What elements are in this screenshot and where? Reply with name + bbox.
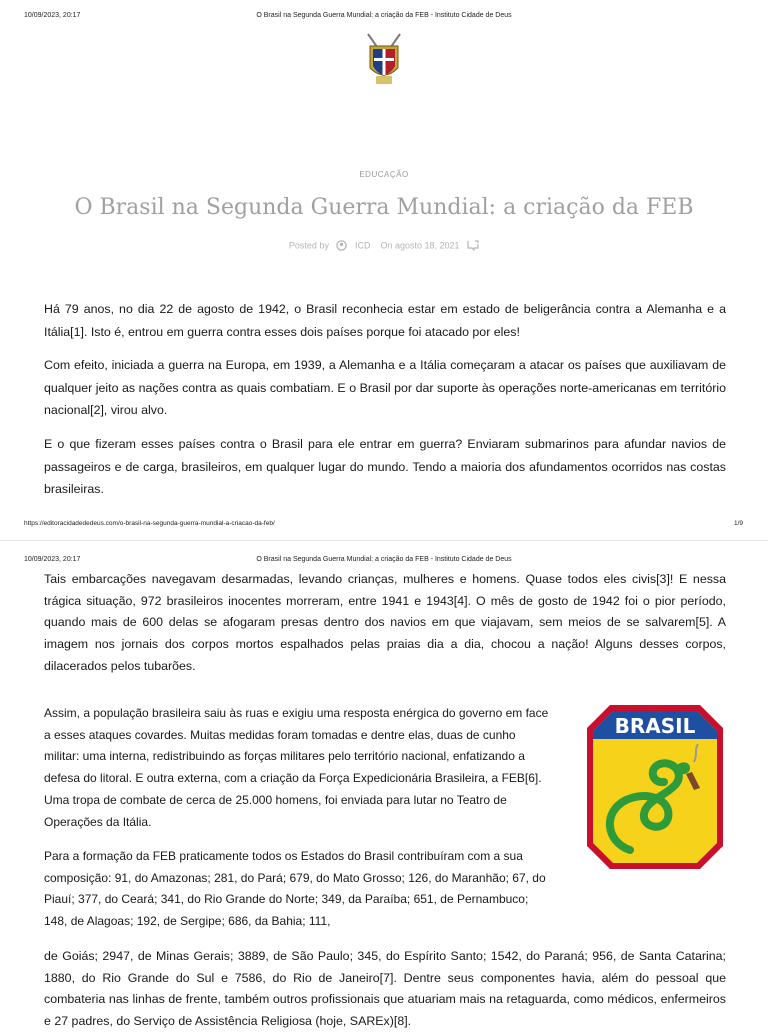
paragraph: Assim, a população brasileira saiu às ruas e exigiu uma resposta enérgica do governo em face a esses ataques covardes. Muitas medidas foram tomadas e dentre elas, duas de cunho militar: uma interna, redistribuindo as forças militares pelo território nacional, enfatizando a defesa do litoral. E outra externa, com a criação da Força Expedicionária Brasileira, a FEB[6]. Uma tropa de combate de cerca de 25.000 homens, foi enviada para lutar no Teatro de Operações da Itália. [44,706,549,829]
paragraph: de Goiás; 2947, de Minas Gerais; 3889, de São Paulo; 345, do Espírito Santo; 1542, do Paraná; 956, de Santa Catarina; 1880, do Rio Grande do Sul e 7586, do Rio de Janeiro[7]. Dentre seus componentes havia, além do pessoal que combateria nas linhas de frente, também outros profissionais que atuariam mais na retaguarda, como médicos, enfermeiros e 27 padres, do Serviço de Assistência Religiosa (hoje, SAREx)[8]. [44,949,726,1029]
paragraph: Com efeito, iniciada a guerra na Europa, em 1939, a Alemanha e a Itália começaram a atacar os países que auxiliavam de qualquer jeito as nações contra as quais combatiam. E o Brasil por dar suporte às operações norte-americanas em território nacional[2], virou alvo. [44,358,726,417]
posted-by-label: Posted by [288,240,329,251]
user-icon [336,240,347,251]
page-break [0,540,768,541]
print-footer-page: 1/9 [734,520,744,527]
post-date: On agosto 18, 2021 [380,240,460,251]
post-meta [0,240,768,251]
print-header-date: 10/09/2023, 20:17 [24,556,81,563]
comment-icon[interactable] [467,240,479,251]
paragraph: Para a formação da FEB praticamente todos os Estados do Brasil contribuíram com a sua composição: 91, do Amazonas; 281, do Pará; 679, do Mato Grosso; 126, do Maranhão; 67, do Piauí; 377, do Ceará; 341, do Rio Grande do Norte; 349, da Paraíba; 651, de Pernambuco; 148, de Alagoas; 192, de Sergipe; 686, da Bahia; 111, [44,849,546,929]
article-title: O Brasil na Segunda Guerra Mundial: a criação da FEB [74,195,694,220]
print-header-title: O Brasil na Segunda Guerra Mundial: a criação da FEB - Instituto Cidade de Deus [256,12,512,19]
category-link[interactable]: EDUCAÇÃO [359,170,409,179]
author-link[interactable]: ICD [354,240,371,251]
paragraph: Tais embarcações navegavam desarmadas, levando crianças, mulheres e homens. Quase todos eles civis[3]! E nessa trágica situação, 972 brasileiros inocentes morreram, entre 1941 e 1943[4]. O mês de gosto de 1942 foi o pior período, quando mais de 600 delas se afogaram presas dentro dos navios em que viajavam, sem meios de se salvarem[5]. A imagem nos jornais dos corpos mortos espalhados pelas praias dia a dia, chocou a nação! Alguns desses corpos, dilacerados pelos tubarões. [44,572,726,673]
print-footer-url: https://editoracidadededeus.com/o-brasil-na-segunda-guerra-mundial-a-criacao-da-feb/ [24,520,275,527]
feb-snake-badge-icon [586,704,724,870]
shield-crest-icon[interactable] [362,32,406,90]
print-header-title: O Brasil na Segunda Guerra Mundial: a criação da FEB - Instituto Cidade de Deus [256,556,512,563]
badge-label: BRASIL [614,714,696,738]
paragraph: E o que fizeram esses países contra o Brasil para ele entrar em guerra? Enviaram submarinos para afundar navios de passageiros e de carga, brasileiros, em qualquer lugar do mundo. Tendo a maioria dos afundamentos ocorridos nas costas brasileiras. [44,437,726,496]
print-header-date: 10/09/2023, 20:17 [24,12,81,19]
paragraph: Há 79 anos, no dia 22 de agosto de 1942, o Brasil reconhecia estar em estado de beligerância contra a Alemanha e a Itália[1]. Isto é, entrou em guerra contra esses dois países porque foi atacado por eles! [44,302,726,339]
